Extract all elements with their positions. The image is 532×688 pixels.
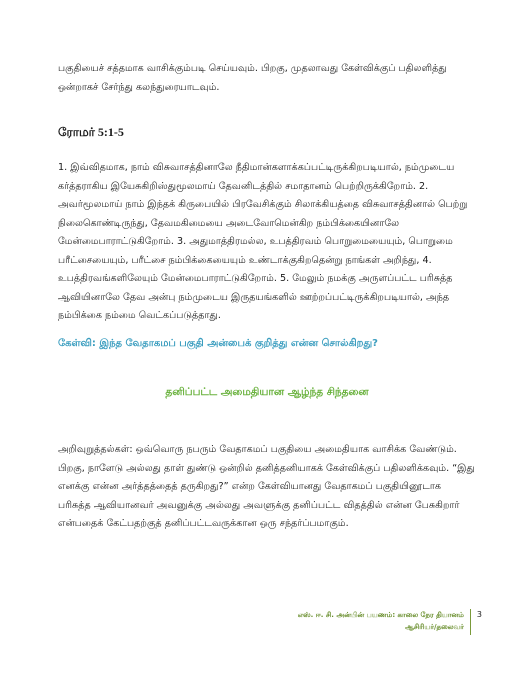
page-footer [298,609,482,635]
page-number: 3 [476,610,482,619]
question-heading: கேள்வி: இந்த வேதாகமப் பகுதி அன்பைக் குறித்து என்ன சொல்கிறது? [58,338,378,349]
footer-title: எஸ். ஈ. சி. அன்பின் பயணம்: காலை நேர தியானம் [297,611,464,619]
footer-text [298,609,470,633]
footer-subtitle: ஆசிரியர்/தலைவர் [404,623,464,631]
section-heading: தனிப்பட்ட அமைதியான ஆழ்ந்த சிந்தனை [165,386,369,398]
scripture-reference: ரோமர் 5:1-5 [58,125,124,139]
instructions-paragraph: அறிவுறுத்தல்கள்: ஒவ்வொரு நபரும் வேதாகமப் பகுதியை அமைதியாக வாசிக்க வேண்டும். பிறகு, நாளேடு அல்லது தாள் துண்டு ஒன்றில் தனித்தனியாகக் கேள்விக்குப் பதிலளிக்கவும். “இது எனக்கு என்ன அர்த்தத்தைத் தருகிறது?” என்ற கேள்வியானது வேதாகமப் பகுதியினூடாக பரிசுத்த ஆவியானவர் அவனுக்கு அல்லது அவளுக்கு தனிப்பட்ட விதத்தில் என்ன பேசுகிறார் என்பதைக் கேட்பதற்குத் தனிப்பட்டவருக்கான ஒரு சந்தர்ப்பமாகும். [58,444,475,529]
intro-paragraph: பகுதியைச் சத்தமாக வாசிக்கும்படி செய்யவும். பிறகு, முதலாவது கேள்விக்குப் பதிலளித்து ஒன்றாகச் சேர்ந்து கலந்துரையாடவும். [58,63,447,93]
scripture-passage: 1. இவ்விதமாக, நாம் விசுவாசத்தினாலே நீதிமான்களாக்கப்பட்டிருக்கிறபடியால், நம்முடைய கர்த்தராகிய இயேசுகிறிஸ்துமூலமாய் தேவனிடத்தில் சமாதானம் பெற்றிருக்கிறோம். 2. அவர்மூலமாய் நாம் இந்தக் கிருபையில் பிரவேசிக்கும் சிலாக்கியத்தை விசுவாசத்தினால் பெற்று நிலைகொண்டிருந்து, தேவமகிமையை அடைவோமென்கிற நம்பிக்கையினாலே மேன்மைபாராட்டுகிறோம். 3. அதுமாத்திரமல்ல, உபத்திரவம் பொறுமையையும், பொறுமை பரீட்சையையும், பரீட்சை நம்பிக்கையையும் உண்டாக்குகிறதென்று நாங்கள் அறிந்து, 4. உபத்திரவங்களிலேயும் மேன்மைபாராட்டுகிறோம். 5. மேலும் நமக்கு அருளப்பட்ட பரிசுத்த ஆவியினாலே தேவ அன்பு நம்முடைய இருதயங்களில் ஊற்றப்பட்டிருக்கிறபடியால், அந்த நம்பிக்கை நம்மை வெட்கப்படுத்தாது. [58,162,468,321]
